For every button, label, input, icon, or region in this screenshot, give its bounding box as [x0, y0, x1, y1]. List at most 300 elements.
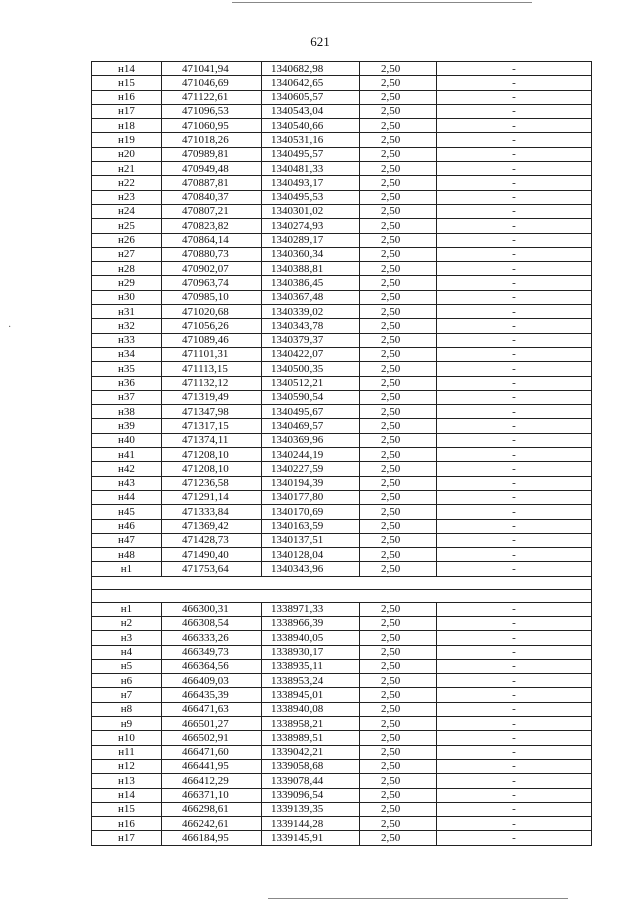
accuracy-cell: 2,50 — [360, 319, 437, 333]
table-row — [92, 802, 592, 816]
point-id-cell: н4 — [92, 645, 162, 659]
accuracy-cell: 2,50 — [360, 219, 437, 233]
point-id-cell: н19 — [92, 133, 162, 147]
x-coordinate-cell: 466501,27 — [162, 717, 262, 731]
point-id-cell: н37 — [92, 390, 162, 404]
y-coordinate-cell: 1340543,04 — [262, 104, 360, 118]
table-row — [92, 831, 592, 845]
reference-cell: - — [437, 548, 592, 562]
table-row — [92, 305, 592, 319]
accuracy-cell: 2,50 — [360, 290, 437, 304]
accuracy-cell: 2,50 — [360, 419, 437, 433]
y-coordinate-cell: 1340367,48 — [262, 290, 360, 304]
table-row — [92, 405, 592, 419]
accuracy-cell: 2,50 — [360, 505, 437, 519]
y-coordinate-cell: 1340388,81 — [262, 262, 360, 276]
x-coordinate-cell: 471291,14 — [162, 490, 262, 504]
point-id-cell: н20 — [92, 147, 162, 161]
table-row — [92, 419, 592, 433]
point-id-cell: н34 — [92, 347, 162, 361]
y-coordinate-cell: 1340605,57 — [262, 90, 360, 104]
y-coordinate-cell: 1340274,93 — [262, 219, 360, 233]
table-row — [92, 490, 592, 504]
reference-cell: - — [437, 448, 592, 462]
reference-cell: - — [437, 347, 592, 361]
y-coordinate-cell: 1340495,67 — [262, 405, 360, 419]
x-coordinate-cell: 470989,81 — [162, 147, 262, 161]
y-coordinate-cell: 1338930,17 — [262, 645, 360, 659]
reference-cell: - — [437, 717, 592, 731]
point-id-cell: н14 — [92, 62, 162, 76]
table-row — [92, 817, 592, 831]
x-coordinate-cell: 470949,48 — [162, 162, 262, 176]
accuracy-cell: 2,50 — [360, 645, 437, 659]
accuracy-cell: 2,50 — [360, 90, 437, 104]
accuracy-cell: 2,50 — [360, 717, 437, 731]
accuracy-cell: 2,50 — [360, 788, 437, 802]
reference-cell: - — [437, 702, 592, 716]
y-coordinate-cell: 1338958,21 — [262, 717, 360, 731]
accuracy-cell: 2,50 — [360, 376, 437, 390]
accuracy-cell: 2,50 — [360, 490, 437, 504]
point-id-cell: н9 — [92, 717, 162, 731]
table-row — [92, 631, 592, 645]
point-id-cell: н7 — [92, 688, 162, 702]
accuracy-cell: 2,50 — [360, 333, 437, 347]
point-id-cell: н11 — [92, 745, 162, 759]
accuracy-cell: 2,50 — [360, 390, 437, 404]
accuracy-cell: 2,50 — [360, 133, 437, 147]
reference-cell: - — [437, 759, 592, 773]
accuracy-cell: 2,50 — [360, 147, 437, 161]
accuracy-cell: 2,50 — [360, 405, 437, 419]
table-row — [92, 476, 592, 490]
point-id-cell: н28 — [92, 262, 162, 276]
point-id-cell: н48 — [92, 548, 162, 562]
y-coordinate-cell: 1338953,24 — [262, 674, 360, 688]
reference-cell: - — [437, 774, 592, 788]
y-coordinate-cell: 1340289,17 — [262, 233, 360, 247]
x-coordinate-cell: 471333,84 — [162, 505, 262, 519]
y-coordinate-cell: 1340360,34 — [262, 247, 360, 261]
y-coordinate-cell: 1339042,21 — [262, 745, 360, 759]
point-id-cell: н6 — [92, 674, 162, 688]
y-coordinate-cell: 1340540,66 — [262, 119, 360, 133]
table-row — [92, 717, 592, 731]
point-id-cell: н15 — [92, 802, 162, 816]
reference-cell: - — [437, 305, 592, 319]
x-coordinate-cell: 471374,11 — [162, 433, 262, 447]
table-row — [92, 659, 592, 673]
accuracy-cell: 2,50 — [360, 616, 437, 630]
reference-cell: - — [437, 817, 592, 831]
x-coordinate-cell: 471101,31 — [162, 347, 262, 361]
point-id-cell: н16 — [92, 817, 162, 831]
x-coordinate-cell: 466308,54 — [162, 616, 262, 630]
x-coordinate-cell: 466441,95 — [162, 759, 262, 773]
x-coordinate-cell: 471369,42 — [162, 519, 262, 533]
y-coordinate-cell: 1339096,54 — [262, 788, 360, 802]
y-coordinate-cell: 1338966,39 — [262, 616, 360, 630]
reference-cell: - — [437, 247, 592, 261]
accuracy-cell: 2,50 — [360, 519, 437, 533]
accuracy-cell: 2,50 — [360, 802, 437, 816]
y-coordinate-cell: 1340177,80 — [262, 490, 360, 504]
x-coordinate-cell: 466184,95 — [162, 831, 262, 845]
table-row — [92, 390, 592, 404]
table-row — [92, 533, 592, 547]
reference-cell: - — [437, 276, 592, 290]
reference-cell: - — [437, 62, 592, 76]
y-coordinate-cell: 1340170,69 — [262, 505, 360, 519]
table-row — [92, 745, 592, 759]
x-coordinate-cell: 466502,91 — [162, 731, 262, 745]
x-coordinate-cell: 466471,63 — [162, 702, 262, 716]
point-id-cell: н42 — [92, 462, 162, 476]
y-coordinate-cell: 1340531,16 — [262, 133, 360, 147]
y-coordinate-cell: 1340369,96 — [262, 433, 360, 447]
table-row — [92, 448, 592, 462]
x-coordinate-cell: 470902,07 — [162, 262, 262, 276]
x-coordinate-cell: 471490,40 — [162, 548, 262, 562]
point-id-cell: н23 — [92, 190, 162, 204]
accuracy-cell: 2,50 — [360, 476, 437, 490]
y-coordinate-cell: 1340495,57 — [262, 147, 360, 161]
point-id-cell: н15 — [92, 76, 162, 90]
reference-cell: - — [437, 731, 592, 745]
table-row — [92, 562, 592, 576]
table-row — [92, 674, 592, 688]
y-coordinate-cell: 1339144,28 — [262, 817, 360, 831]
y-coordinate-cell: 1340379,37 — [262, 333, 360, 347]
accuracy-cell: 2,50 — [360, 731, 437, 745]
table-row — [92, 688, 592, 702]
y-coordinate-cell: 1340301,02 — [262, 204, 360, 218]
x-coordinate-cell: 471208,10 — [162, 448, 262, 462]
group-separator-row — [92, 576, 592, 589]
x-coordinate-cell: 470880,73 — [162, 247, 262, 261]
reference-cell: - — [437, 616, 592, 630]
accuracy-cell: 2,50 — [360, 759, 437, 773]
point-id-cell: н29 — [92, 276, 162, 290]
page-number: 621 — [310, 34, 330, 49]
accuracy-cell: 2,50 — [360, 817, 437, 831]
x-coordinate-cell: 471096,53 — [162, 104, 262, 118]
accuracy-cell: 2,50 — [360, 104, 437, 118]
y-coordinate-cell: 1340386,45 — [262, 276, 360, 290]
reference-cell: - — [437, 390, 592, 404]
accuracy-cell: 2,50 — [360, 548, 437, 562]
table-row — [92, 90, 592, 104]
point-id-cell: н32 — [92, 319, 162, 333]
y-coordinate-cell: 1339145,91 — [262, 831, 360, 845]
y-coordinate-cell: 1340137,51 — [262, 533, 360, 547]
reference-cell: - — [437, 645, 592, 659]
y-coordinate-cell: 1340481,33 — [262, 162, 360, 176]
point-id-cell: н39 — [92, 419, 162, 433]
x-coordinate-cell: 471060,95 — [162, 119, 262, 133]
reference-cell: - — [437, 405, 592, 419]
table-row — [92, 362, 592, 376]
point-id-cell: н44 — [92, 490, 162, 504]
x-coordinate-cell: 471132,12 — [162, 376, 262, 390]
point-id-cell: н10 — [92, 731, 162, 745]
accuracy-cell: 2,50 — [360, 631, 437, 645]
table-row — [92, 519, 592, 533]
table-row — [92, 731, 592, 745]
x-coordinate-cell: 466300,31 — [162, 602, 262, 616]
accuracy-cell: 2,50 — [360, 76, 437, 90]
y-coordinate-cell: 1340244,19 — [262, 448, 360, 462]
point-id-cell: н33 — [92, 333, 162, 347]
reference-cell: - — [437, 519, 592, 533]
x-coordinate-cell: 470823,82 — [162, 219, 262, 233]
x-coordinate-cell: 470807,21 — [162, 204, 262, 218]
x-coordinate-cell: 471317,15 — [162, 419, 262, 433]
reference-cell: - — [437, 147, 592, 161]
x-coordinate-cell: 470864,14 — [162, 233, 262, 247]
reference-cell: - — [437, 476, 592, 490]
reference-cell: - — [437, 176, 592, 190]
table-row — [92, 602, 592, 616]
point-id-cell: н17 — [92, 831, 162, 845]
point-id-cell: н43 — [92, 476, 162, 490]
y-coordinate-cell: 1340512,21 — [262, 376, 360, 390]
scan-margin-mark: · — [8, 322, 12, 333]
x-coordinate-cell: 470963,74 — [162, 276, 262, 290]
x-coordinate-cell: 470985,10 — [162, 290, 262, 304]
x-coordinate-cell: 466349,73 — [162, 645, 262, 659]
accuracy-cell: 2,50 — [360, 276, 437, 290]
separator-cell — [92, 589, 592, 602]
y-coordinate-cell: 1340682,98 — [262, 62, 360, 76]
table-row — [92, 104, 592, 118]
reference-cell: - — [437, 204, 592, 218]
x-coordinate-cell: 466333,26 — [162, 631, 262, 645]
reference-cell: - — [437, 419, 592, 433]
table-row — [92, 133, 592, 147]
table-row — [92, 204, 592, 218]
table-row — [92, 276, 592, 290]
reference-cell: - — [437, 190, 592, 204]
accuracy-cell: 2,50 — [360, 533, 437, 547]
y-coordinate-cell: 1340642,65 — [262, 76, 360, 90]
table-row — [92, 290, 592, 304]
y-coordinate-cell: 1338971,33 — [262, 602, 360, 616]
accuracy-cell: 2,50 — [360, 448, 437, 462]
x-coordinate-cell: 466409,03 — [162, 674, 262, 688]
x-coordinate-cell: 471122,61 — [162, 90, 262, 104]
accuracy-cell: 2,50 — [360, 305, 437, 319]
reference-cell: - — [437, 788, 592, 802]
accuracy-cell: 2,50 — [360, 233, 437, 247]
table-row — [92, 788, 592, 802]
table-row — [92, 759, 592, 773]
y-coordinate-cell: 1340128,04 — [262, 548, 360, 562]
accuracy-cell: 2,50 — [360, 433, 437, 447]
table-row — [92, 219, 592, 233]
x-coordinate-cell: 470840,37 — [162, 190, 262, 204]
point-id-cell: н35 — [92, 362, 162, 376]
x-coordinate-cell: 471236,58 — [162, 476, 262, 490]
x-coordinate-cell: 466298,61 — [162, 802, 262, 816]
reference-cell: - — [437, 333, 592, 347]
point-id-cell: н3 — [92, 631, 162, 645]
reference-cell: - — [437, 659, 592, 673]
point-id-cell: н25 — [92, 219, 162, 233]
reference-cell: - — [437, 462, 592, 476]
point-id-cell: н36 — [92, 376, 162, 390]
reference-cell: - — [437, 262, 592, 276]
table-row — [92, 319, 592, 333]
x-coordinate-cell: 470887,81 — [162, 176, 262, 190]
accuracy-cell: 2,50 — [360, 462, 437, 476]
point-id-cell: н1 — [92, 602, 162, 616]
point-id-cell: н1 — [92, 562, 162, 576]
accuracy-cell: 2,50 — [360, 204, 437, 218]
y-coordinate-cell: 1340422,07 — [262, 347, 360, 361]
scan-bottom-rule — [268, 898, 568, 899]
x-coordinate-cell: 466435,39 — [162, 688, 262, 702]
accuracy-cell: 2,50 — [360, 176, 437, 190]
group-separator-row — [92, 589, 592, 602]
point-id-cell: н45 — [92, 505, 162, 519]
y-coordinate-cell: 1339139,35 — [262, 802, 360, 816]
point-id-cell: н46 — [92, 519, 162, 533]
point-id-cell: н26 — [92, 233, 162, 247]
reference-cell: - — [437, 745, 592, 759]
point-id-cell: н14 — [92, 788, 162, 802]
point-id-cell: н8 — [92, 702, 162, 716]
point-id-cell: н18 — [92, 119, 162, 133]
reference-cell: - — [437, 631, 592, 645]
y-coordinate-cell: 1340343,96 — [262, 562, 360, 576]
reference-cell: - — [437, 802, 592, 816]
accuracy-cell: 2,50 — [360, 745, 437, 759]
x-coordinate-cell: 471056,26 — [162, 319, 262, 333]
x-coordinate-cell: 471347,98 — [162, 405, 262, 419]
table-row — [92, 462, 592, 476]
table-row — [92, 347, 592, 361]
reference-cell: - — [437, 362, 592, 376]
separator-cell — [92, 576, 592, 589]
point-id-cell: н2 — [92, 616, 162, 630]
accuracy-cell: 2,50 — [360, 602, 437, 616]
reference-cell: - — [437, 674, 592, 688]
y-coordinate-cell: 1340227,59 — [262, 462, 360, 476]
reference-cell: - — [437, 602, 592, 616]
table-row — [92, 147, 592, 161]
y-coordinate-cell: 1340339,02 — [262, 305, 360, 319]
reference-cell: - — [437, 376, 592, 390]
x-coordinate-cell: 471319,49 — [162, 390, 262, 404]
accuracy-cell: 2,50 — [360, 702, 437, 716]
reference-cell: - — [437, 562, 592, 576]
coordinates-table — [91, 61, 592, 846]
y-coordinate-cell: 1340469,57 — [262, 419, 360, 433]
accuracy-cell: 2,50 — [360, 162, 437, 176]
table-row — [92, 616, 592, 630]
table-row — [92, 333, 592, 347]
reference-cell: - — [437, 490, 592, 504]
reference-cell: - — [437, 233, 592, 247]
x-coordinate-cell: 466242,61 — [162, 817, 262, 831]
table-row — [92, 548, 592, 562]
y-coordinate-cell: 1340194,39 — [262, 476, 360, 490]
y-coordinate-cell: 1340590,54 — [262, 390, 360, 404]
x-coordinate-cell: 471113,15 — [162, 362, 262, 376]
x-coordinate-cell: 471089,46 — [162, 333, 262, 347]
table-row — [92, 76, 592, 90]
table-row — [92, 774, 592, 788]
table-row — [92, 376, 592, 390]
table-row — [92, 433, 592, 447]
y-coordinate-cell: 1338945,01 — [262, 688, 360, 702]
y-coordinate-cell: 1340163,59 — [262, 519, 360, 533]
reference-cell: - — [437, 505, 592, 519]
x-coordinate-cell: 471753,64 — [162, 562, 262, 576]
point-id-cell: н13 — [92, 774, 162, 788]
point-id-cell: н22 — [92, 176, 162, 190]
point-id-cell: н30 — [92, 290, 162, 304]
x-coordinate-cell: 466371,10 — [162, 788, 262, 802]
reference-cell: - — [437, 119, 592, 133]
accuracy-cell: 2,50 — [360, 774, 437, 788]
y-coordinate-cell: 1340493,17 — [262, 176, 360, 190]
x-coordinate-cell: 471046,69 — [162, 76, 262, 90]
y-coordinate-cell: 1338940,08 — [262, 702, 360, 716]
reference-cell: - — [437, 76, 592, 90]
accuracy-cell: 2,50 — [360, 562, 437, 576]
point-id-cell: н38 — [92, 405, 162, 419]
coordinates-table-body — [92, 62, 592, 846]
reference-cell: - — [437, 290, 592, 304]
accuracy-cell: 2,50 — [360, 62, 437, 76]
point-id-cell: н17 — [92, 104, 162, 118]
reference-cell: - — [437, 162, 592, 176]
y-coordinate-cell: 1340500,35 — [262, 362, 360, 376]
point-id-cell: н31 — [92, 305, 162, 319]
reference-cell: - — [437, 831, 592, 845]
point-id-cell: н12 — [92, 759, 162, 773]
scan-top-rule — [232, 2, 532, 3]
y-coordinate-cell: 1339078,44 — [262, 774, 360, 788]
accuracy-cell: 2,50 — [360, 831, 437, 845]
table-row — [92, 62, 592, 76]
accuracy-cell: 2,50 — [360, 262, 437, 276]
reference-cell: - — [437, 688, 592, 702]
point-id-cell: н27 — [92, 247, 162, 261]
y-coordinate-cell: 1340343,78 — [262, 319, 360, 333]
point-id-cell: н21 — [92, 162, 162, 176]
table-row — [92, 190, 592, 204]
y-coordinate-cell: 1340495,53 — [262, 190, 360, 204]
table-row — [92, 262, 592, 276]
accuracy-cell: 2,50 — [360, 659, 437, 673]
point-id-cell: н16 — [92, 90, 162, 104]
table-row — [92, 176, 592, 190]
accuracy-cell: 2,50 — [360, 688, 437, 702]
x-coordinate-cell: 466412,29 — [162, 774, 262, 788]
y-coordinate-cell: 1339058,68 — [262, 759, 360, 773]
table-row — [92, 505, 592, 519]
x-coordinate-cell: 466364,56 — [162, 659, 262, 673]
x-coordinate-cell: 471428,73 — [162, 533, 262, 547]
x-coordinate-cell: 471018,26 — [162, 133, 262, 147]
point-id-cell: н47 — [92, 533, 162, 547]
table-row — [92, 702, 592, 716]
accuracy-cell: 2,50 — [360, 362, 437, 376]
